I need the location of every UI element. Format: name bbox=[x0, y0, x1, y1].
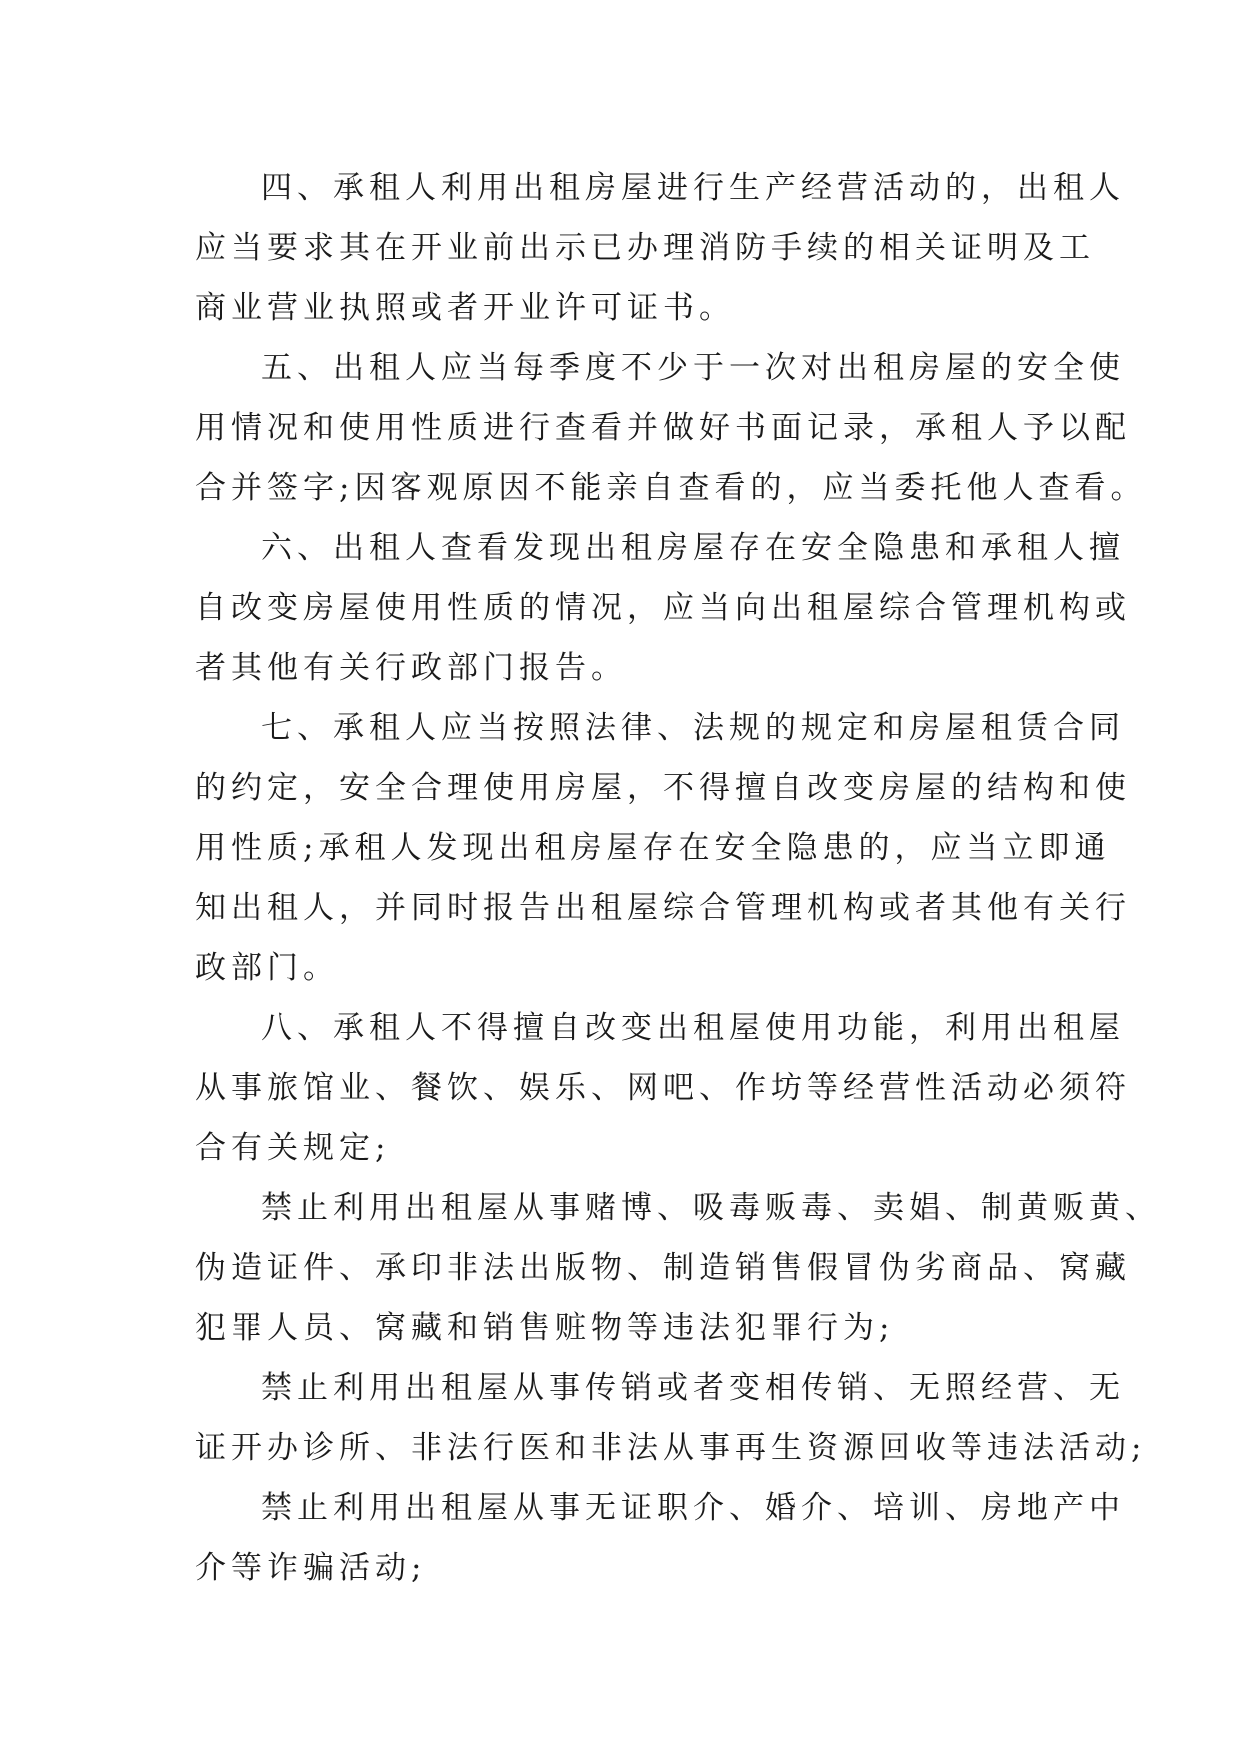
text-line: 合有关规定; bbox=[195, 1130, 391, 1166]
text-line: 合并签字;因客观原因不能亲自查看的，应当委托他人查看。 bbox=[195, 470, 1147, 506]
text-line: 用情况和使用性质进行查看并做好书面记录，承租人予以配 bbox=[195, 410, 1131, 446]
text-line: 者其他有关行政部门报告。 bbox=[195, 650, 627, 686]
text-line: 从事旅馆业、餐饮、娱乐、网吧、作坊等经营性活动必须符 bbox=[195, 1070, 1131, 1106]
text-line: 证开办诊所、非法行医和非法从事再生资源回收等违法活动; bbox=[195, 1430, 1147, 1466]
document-body bbox=[195, 158, 1161, 1598]
text-line: 应当要求其在开业前出示已办理消防手续的相关证明及工 bbox=[195, 230, 1095, 266]
text-line: 六、出租人查看发现出租房屋存在安全隐患和承租人擅 bbox=[261, 530, 1125, 566]
text-line: 用性质;承租人发现出租房屋存在安全隐患的，应当立即通 bbox=[195, 830, 1111, 866]
text-line: 五、出租人应当每季度不少于一次对出租房屋的安全使 bbox=[261, 350, 1125, 386]
text-line: 禁止利用出租屋从事无证职介、婚介、培训、房地产中 bbox=[261, 1490, 1125, 1526]
text-line: 禁止利用出租屋从事传销或者变相传销、无照经营、无 bbox=[261, 1370, 1125, 1406]
text-line: 七、承租人应当按照法律、法规的规定和房屋租赁合同 bbox=[261, 710, 1125, 746]
text-line: 四、承租人利用出租房屋进行生产经营活动的，出租人 bbox=[261, 170, 1125, 206]
text-line: 商业营业执照或者开业许可证书。 bbox=[195, 290, 735, 326]
text-line: 禁止利用出租屋从事赌博、吸毒贩毒、卖娼、制黄贩黄、 bbox=[261, 1190, 1161, 1226]
text-line: 八、承租人不得擅自改变出租屋使用功能，利用出租屋 bbox=[261, 1010, 1125, 1046]
text-line: 自改变房屋使用性质的情况，应当向出租屋综合管理机构或 bbox=[195, 590, 1131, 626]
text-line: 政部门。 bbox=[195, 950, 339, 986]
text-line: 知出租人，并同时报告出租屋综合管理机构或者其他有关行 bbox=[195, 890, 1131, 926]
text-line: 的约定，安全合理使用房屋，不得擅自改变房屋的结构和使 bbox=[195, 770, 1131, 806]
text-line: 介等诈骗活动; bbox=[195, 1550, 427, 1586]
text-line: 犯罪人员、窝藏和销售赃物等违法犯罪行为; bbox=[195, 1310, 895, 1346]
text-line: 伪造证件、承印非法出版物、制造销售假冒伪劣商品、窝藏 bbox=[195, 1250, 1131, 1286]
